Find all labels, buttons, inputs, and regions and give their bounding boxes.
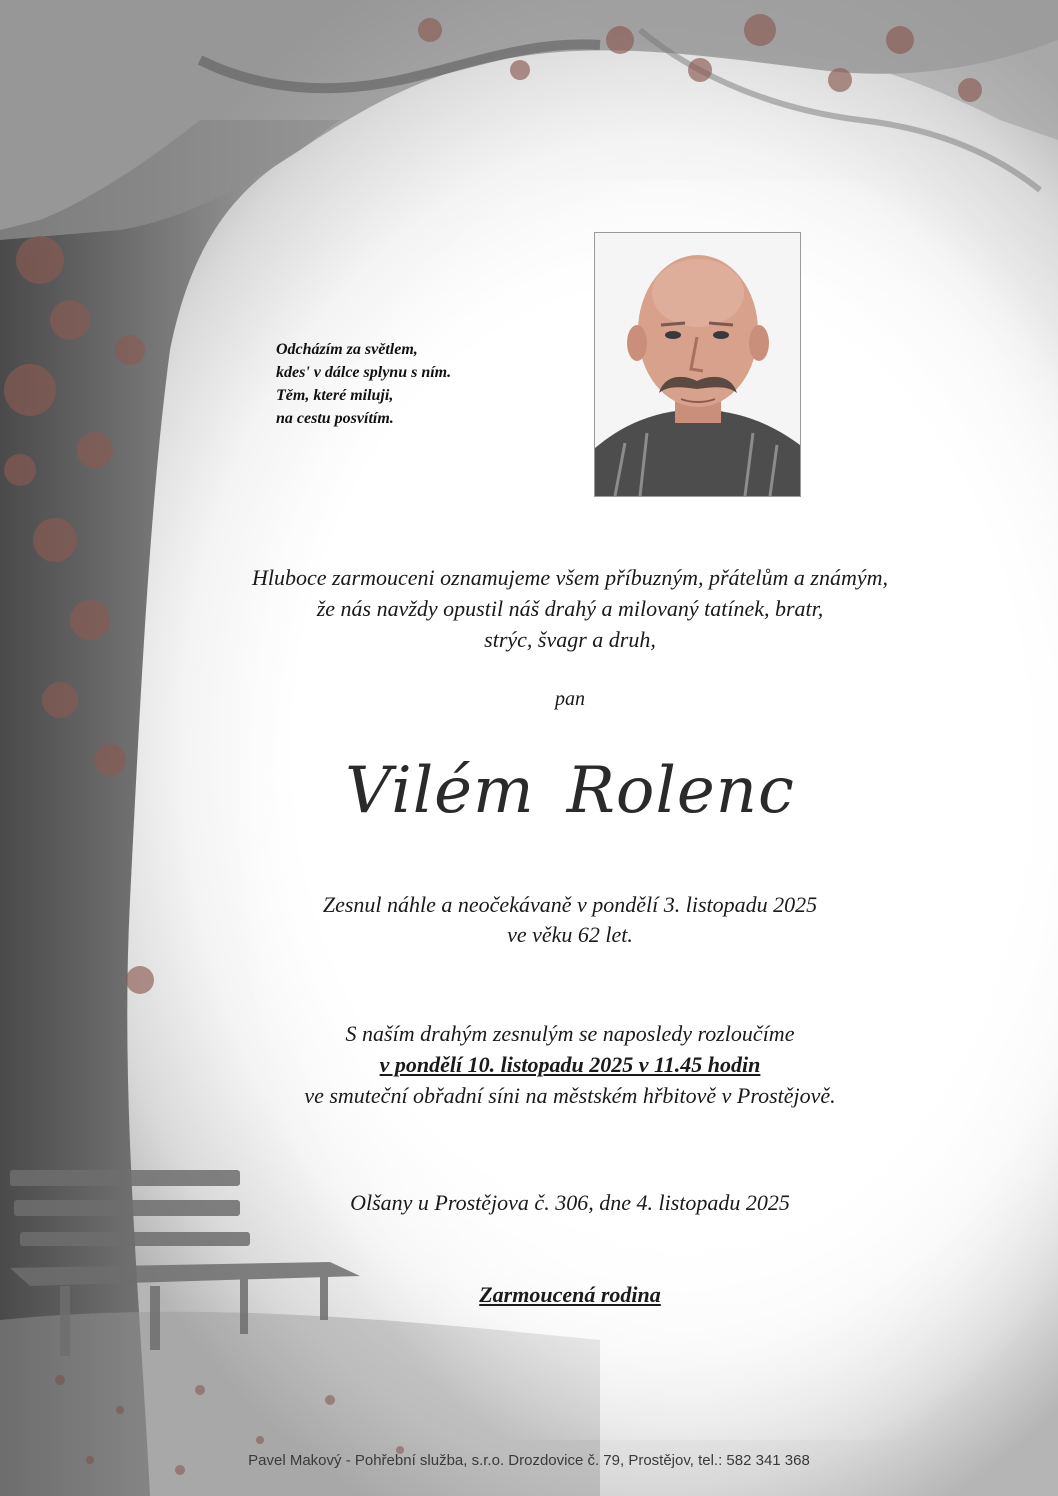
poem-line: kdes' v dálce splynu s ním. (276, 364, 452, 381)
death-line: Zesnul náhle a neočekávaně v pondělí 3. listopadu 2025 (322, 892, 818, 917)
poem-line: Odcházím za světlem, (276, 341, 418, 358)
deceased-last-name: Rolenc (566, 754, 795, 828)
place-date: Olšany u Prostějova č. 306, dne 4. listopadu 2025 (350, 1190, 790, 1215)
farewell-notice (150, 1018, 990, 1111)
deceased-name (150, 754, 990, 828)
announcement (150, 562, 990, 655)
poem-line: Těm, které miluji, (276, 387, 394, 404)
salutation: pan (555, 688, 585, 710)
portrait-photo (594, 232, 801, 497)
announcement-line: Hluboce zarmouceni oznamujeme všem příbuzným, přátelům a známým, (251, 565, 889, 590)
death-notice (150, 890, 990, 950)
farewell-location: ve smuteční obřadní síni na městském hřbitově v Prostějově. (304, 1083, 836, 1108)
tree-branch-right (560, 0, 1058, 140)
funeral-service-footer: Pavel Makový - Pohřební služba, s.r.o. Drozdovice č. 79, Prostějov, tel.: 582 341 368 (248, 1452, 810, 1469)
deceased-first-name: Vilém (345, 754, 535, 828)
age-line: ve věku 62 let. (507, 922, 633, 947)
poem (276, 338, 556, 430)
farewell-date-time: v pondělí 10. listopadu 2025 v 11.45 hodin (379, 1052, 761, 1077)
announcement-line: strýc, švagr a druh, (484, 627, 656, 652)
poem-line: na cestu posvítím. (276, 410, 394, 427)
announcement-line: že nás navždy opustil náš drahý a milovaný tatínek, bratr, (316, 596, 824, 621)
farewell-line: S naším drahým zesnulým se naposledy rozloučíme (345, 1021, 795, 1046)
portrait-photo-icon (595, 233, 800, 496)
family-signature: Zarmoucená rodina (479, 1282, 661, 1307)
